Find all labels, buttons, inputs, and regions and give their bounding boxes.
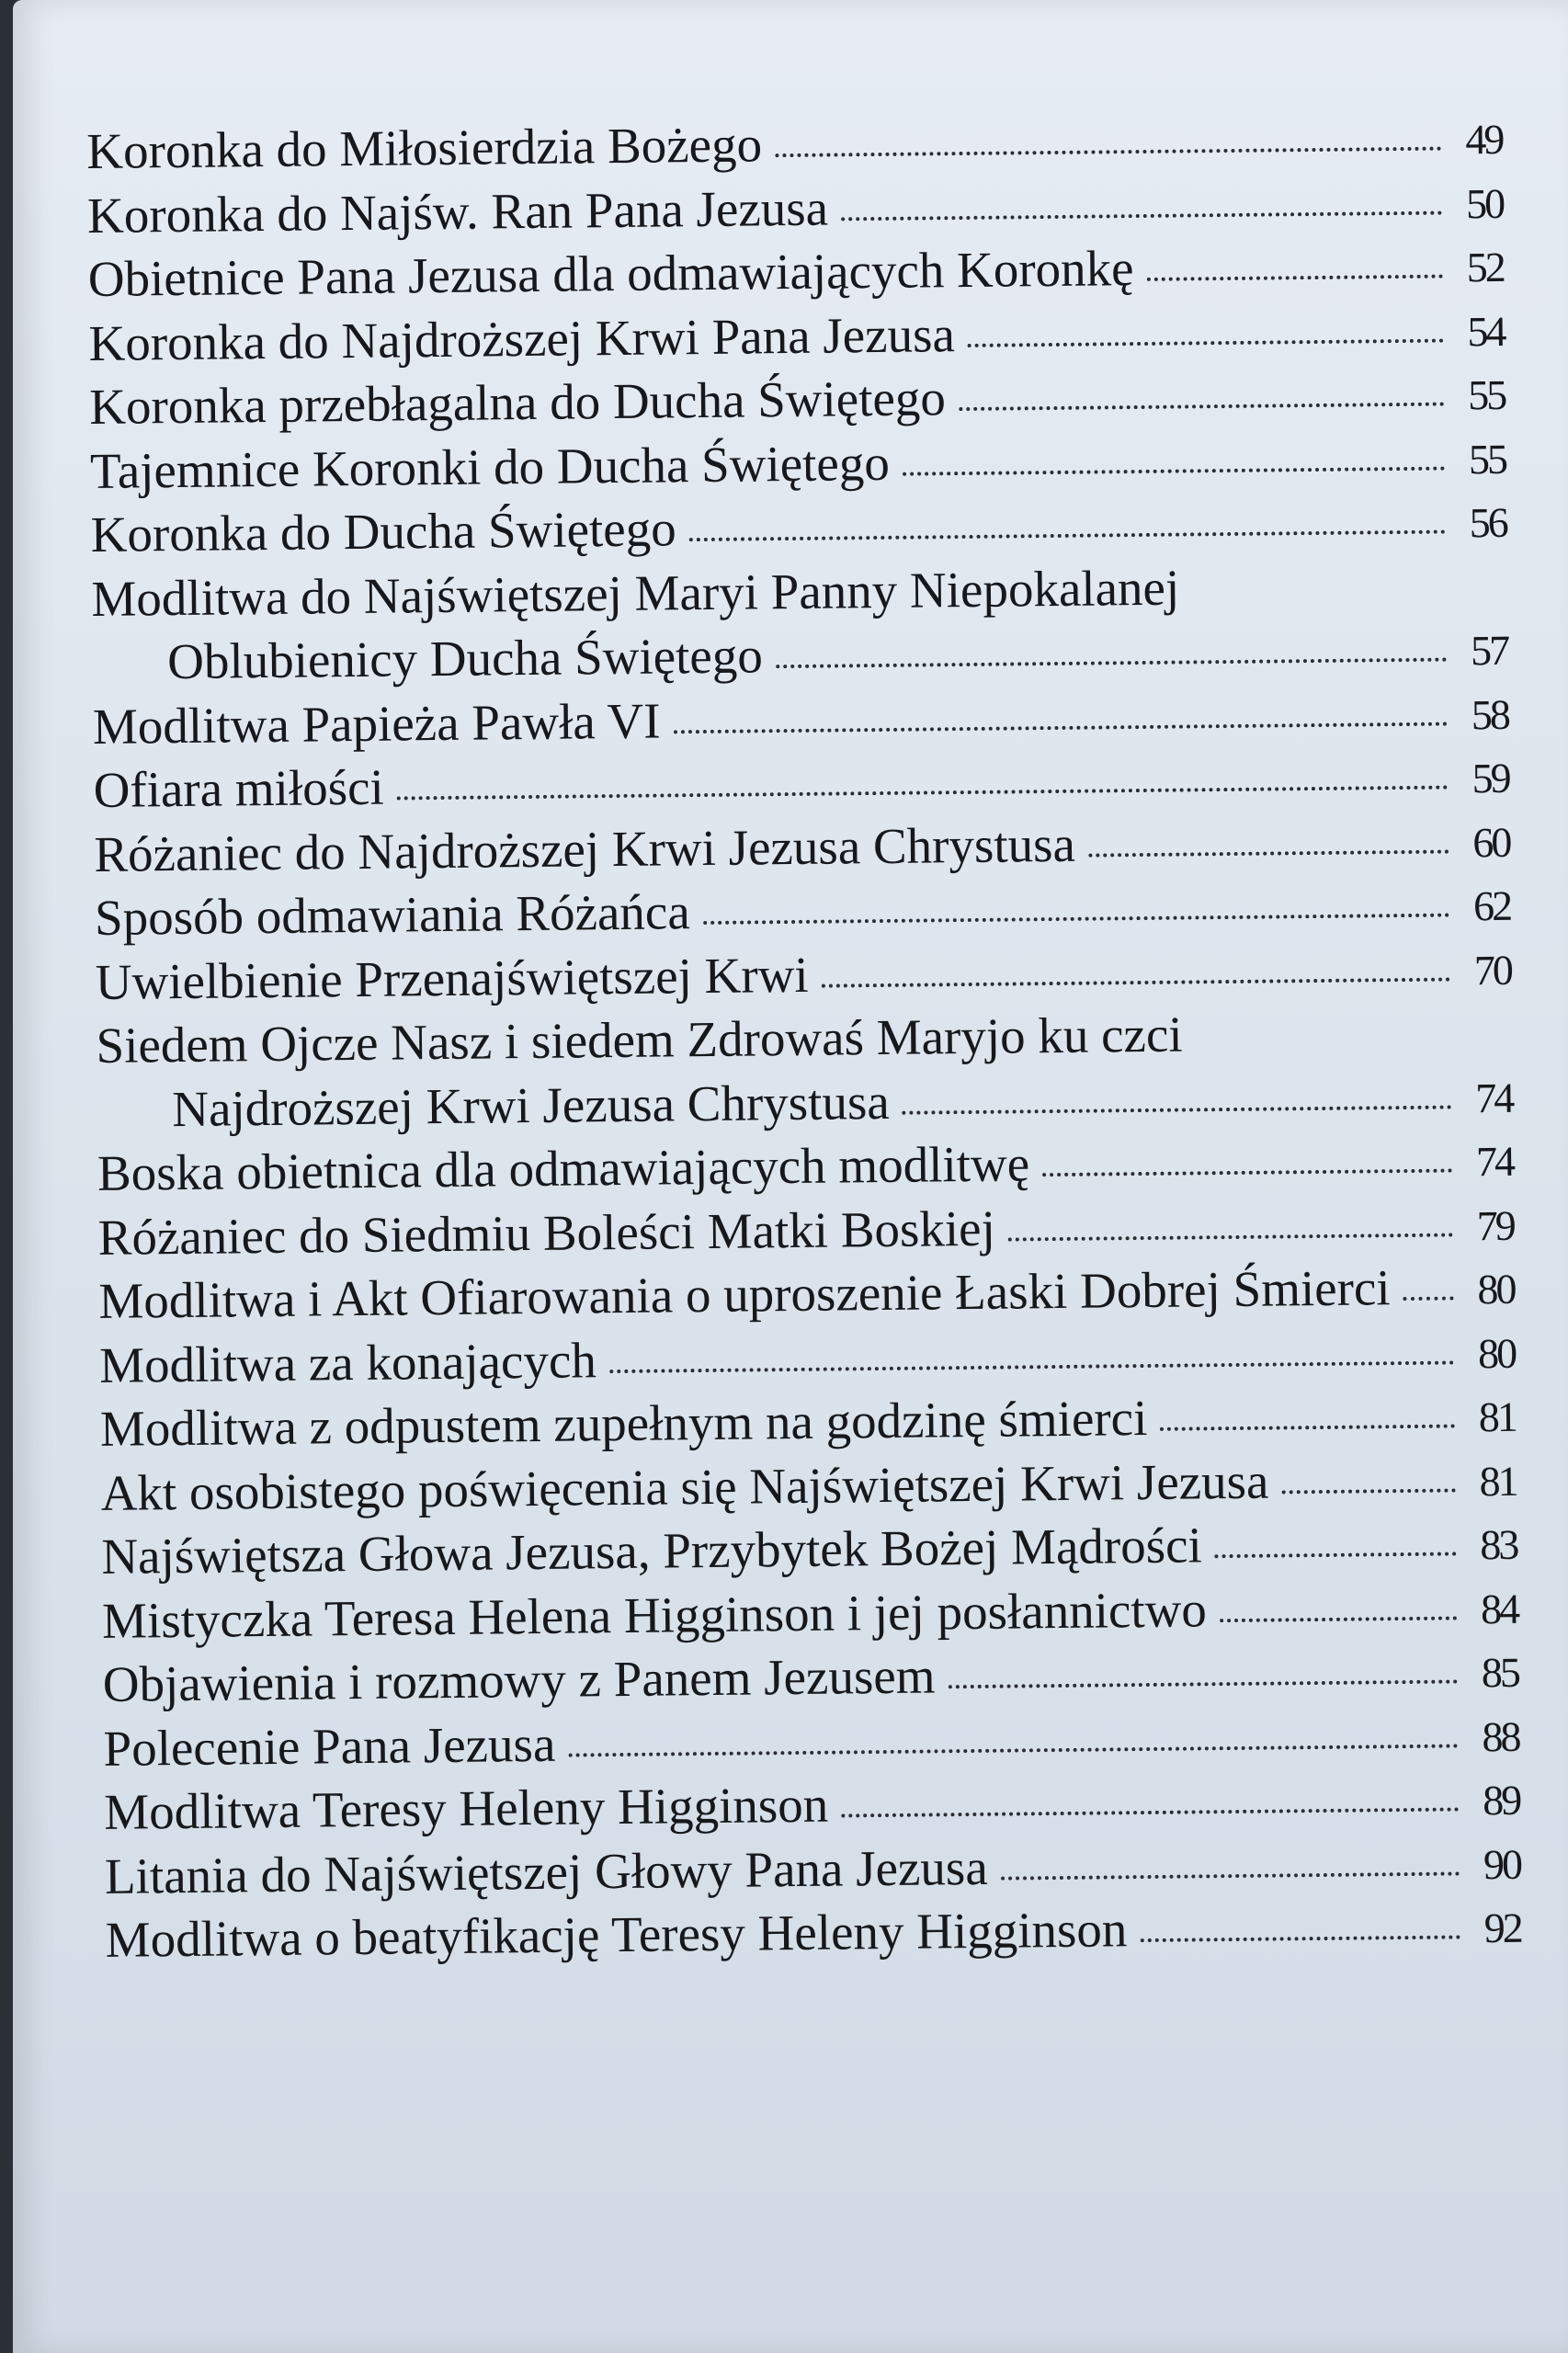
dot-leader: [776, 657, 1447, 669]
dot-leader: [959, 402, 1444, 412]
toc-entry-page: 54: [1467, 307, 1505, 355]
dot-leader: [1042, 1168, 1452, 1177]
table-of-contents: [86, 105, 1521, 1972]
toc-entry-title: Modlitwa do Najświętszej Maryi Panny Niepokalanej: [91, 559, 1180, 627]
toc-entry-title: Koronka przebłagalna do Ducha Świętego: [88, 369, 947, 435]
toc-entry-page: 90: [1483, 1840, 1521, 1888]
dot-leader: [568, 1743, 1458, 1756]
toc-entry: [105, 1893, 1521, 1972]
dot-leader: [1140, 1935, 1460, 1943]
dot-leader: [1215, 1552, 1457, 1559]
dot-leader: [1008, 1232, 1453, 1241]
dot-leader: [903, 1104, 1452, 1114]
toc-entry-title: Najświętsza Głowa Jezusa, Przybytek Bożej Mądrości: [101, 1517, 1203, 1585]
toc-entry-page: 74: [1475, 1137, 1514, 1186]
toc-entry-title: Tajemnice Koronki do Ducha Świętego: [89, 434, 891, 499]
toc-entry-page: 49: [1465, 115, 1503, 164]
book-page: [13, 0, 1568, 2353]
toc-entry-title: Modlitwa o beatyfikację Teresy Heleny Higginson: [105, 1901, 1128, 1968]
toc-entry-page: 55: [1468, 435, 1506, 483]
toc-entry-title: Mistyczka Teresa Helena Higginson i jej posłannictwo: [101, 1580, 1208, 1649]
toc-entry-title: Modlitwa i Akt Ofiarowania o uproszenie Łaski Dobrej Śmierci: [98, 1259, 1391, 1329]
dot-leader: [1147, 274, 1443, 281]
toc-entry-page: 62: [1472, 881, 1511, 930]
toc-entry-title: Różaniec do Najdroższej Krwi Jezusa Chrystusa: [94, 815, 1076, 882]
toc-entry-title: Modlitwa Papieża Pawła VI: [92, 691, 661, 755]
toc-entry-page: 83: [1480, 1520, 1517, 1569]
toc-entry-title: Koronka do Miłosierdzia Bożego: [86, 116, 763, 179]
toc-entry-title: Polecenie Pana Jezusa: [103, 1715, 556, 1777]
toc-entry-page: 52: [1466, 243, 1505, 291]
toc-entry-title: Uwielbienie Przenajświętszej Krwi: [95, 946, 809, 1010]
toc-entry-page: 80: [1477, 1265, 1515, 1313]
dot-leader: [968, 337, 1444, 347]
toc-entry-title: Modlitwa z odpustem zupełnym na godzinę śmierci: [99, 1389, 1148, 1457]
toc-entry-page: 50: [1465, 179, 1504, 227]
toc-entry-page: 85: [1481, 1648, 1519, 1697]
toc-entry-title: Siedem Ojcze Nasz i siedem Zdrowaś Maryjo ku czci: [96, 1006, 1183, 1074]
toc-entry-title: Obietnice Pana Jezusa dla odmawiających Koronkę: [87, 240, 1134, 307]
toc-entry-title: Litania do Najświętszej Głowy Pana Jezusa: [104, 1838, 988, 1904]
dot-leader: [397, 785, 1449, 801]
toc-entry-page: 80: [1477, 1329, 1516, 1377]
dot-leader: [1220, 1615, 1457, 1622]
toc-entry-page: 88: [1482, 1712, 1519, 1760]
toc-entry-page: 89: [1482, 1776, 1520, 1824]
dot-leader: [822, 976, 1450, 987]
dot-leader: [703, 913, 1449, 926]
toc-entry-page: 57: [1470, 626, 1508, 675]
dot-leader: [949, 1679, 1458, 1689]
dot-leader: [1403, 1296, 1454, 1302]
toc-entry-title: Koronka do Ducha Świętego: [90, 500, 676, 563]
toc-entry-title: Koronka do Najdroższej Krwi Pana Jezusa: [88, 305, 956, 371]
toc-entry-page: 59: [1471, 754, 1509, 802]
toc-entry-title: Sposób odmawiania Różańca: [94, 883, 691, 946]
toc-entry-page: 56: [1469, 498, 1506, 547]
toc-entry-title: Boska obietnica dla odmawiających modlitwę: [97, 1135, 1030, 1201]
toc-entry-title: Akt osobistego poświęcenia się Najświętszej Krwi Jezusa: [100, 1452, 1269, 1521]
toc-entry-page: 55: [1467, 370, 1506, 419]
toc-entry-page: 84: [1480, 1585, 1518, 1632]
dot-leader: [1001, 1870, 1460, 1880]
dot-leader: [1281, 1487, 1455, 1494]
toc-entry-page: 81: [1479, 1457, 1517, 1505]
toc-entry-title: Ofiara miłości: [93, 758, 385, 818]
toc-entry-page: 74: [1474, 1074, 1513, 1121]
dot-leader: [689, 529, 1446, 542]
toc-entry-title: Różaniec do Siedmiu Boleści Matki Boskiej: [97, 1199, 996, 1266]
dot-leader: [841, 210, 1442, 221]
toc-entry-page: 70: [1473, 946, 1512, 994]
toc-entry-title: Objawienia i rozmowy z Panem Jezusem: [102, 1647, 936, 1712]
toc-entry-page: 58: [1471, 690, 1509, 738]
dot-leader: [609, 1359, 1454, 1373]
dot-leader: [674, 721, 1448, 733]
toc-entry-page: 79: [1476, 1201, 1514, 1249]
dot-leader: [841, 1807, 1459, 1818]
toc-entry-title: Najdroższej Krwi Jezusa Chrystusa: [171, 1073, 891, 1137]
toc-entry-title: Modlitwa za konających: [98, 1331, 597, 1393]
toc-entry-title: Modlitwa Teresy Heleny Higginson: [103, 1776, 829, 1840]
dot-leader: [903, 465, 1445, 475]
dot-leader: [1160, 1424, 1455, 1431]
toc-entry-title: Koronka do Najśw. Ran Pana Jezusa: [86, 179, 829, 244]
toc-entry-page: 81: [1478, 1392, 1517, 1441]
dot-leader: [775, 146, 1441, 158]
toc-entry-page: 92: [1483, 1904, 1521, 1952]
dot-leader: [1088, 848, 1449, 857]
toc-entry-page: 60: [1472, 818, 1510, 866]
toc-entry-title: Oblubienicy Ducha Świętego: [166, 627, 764, 690]
